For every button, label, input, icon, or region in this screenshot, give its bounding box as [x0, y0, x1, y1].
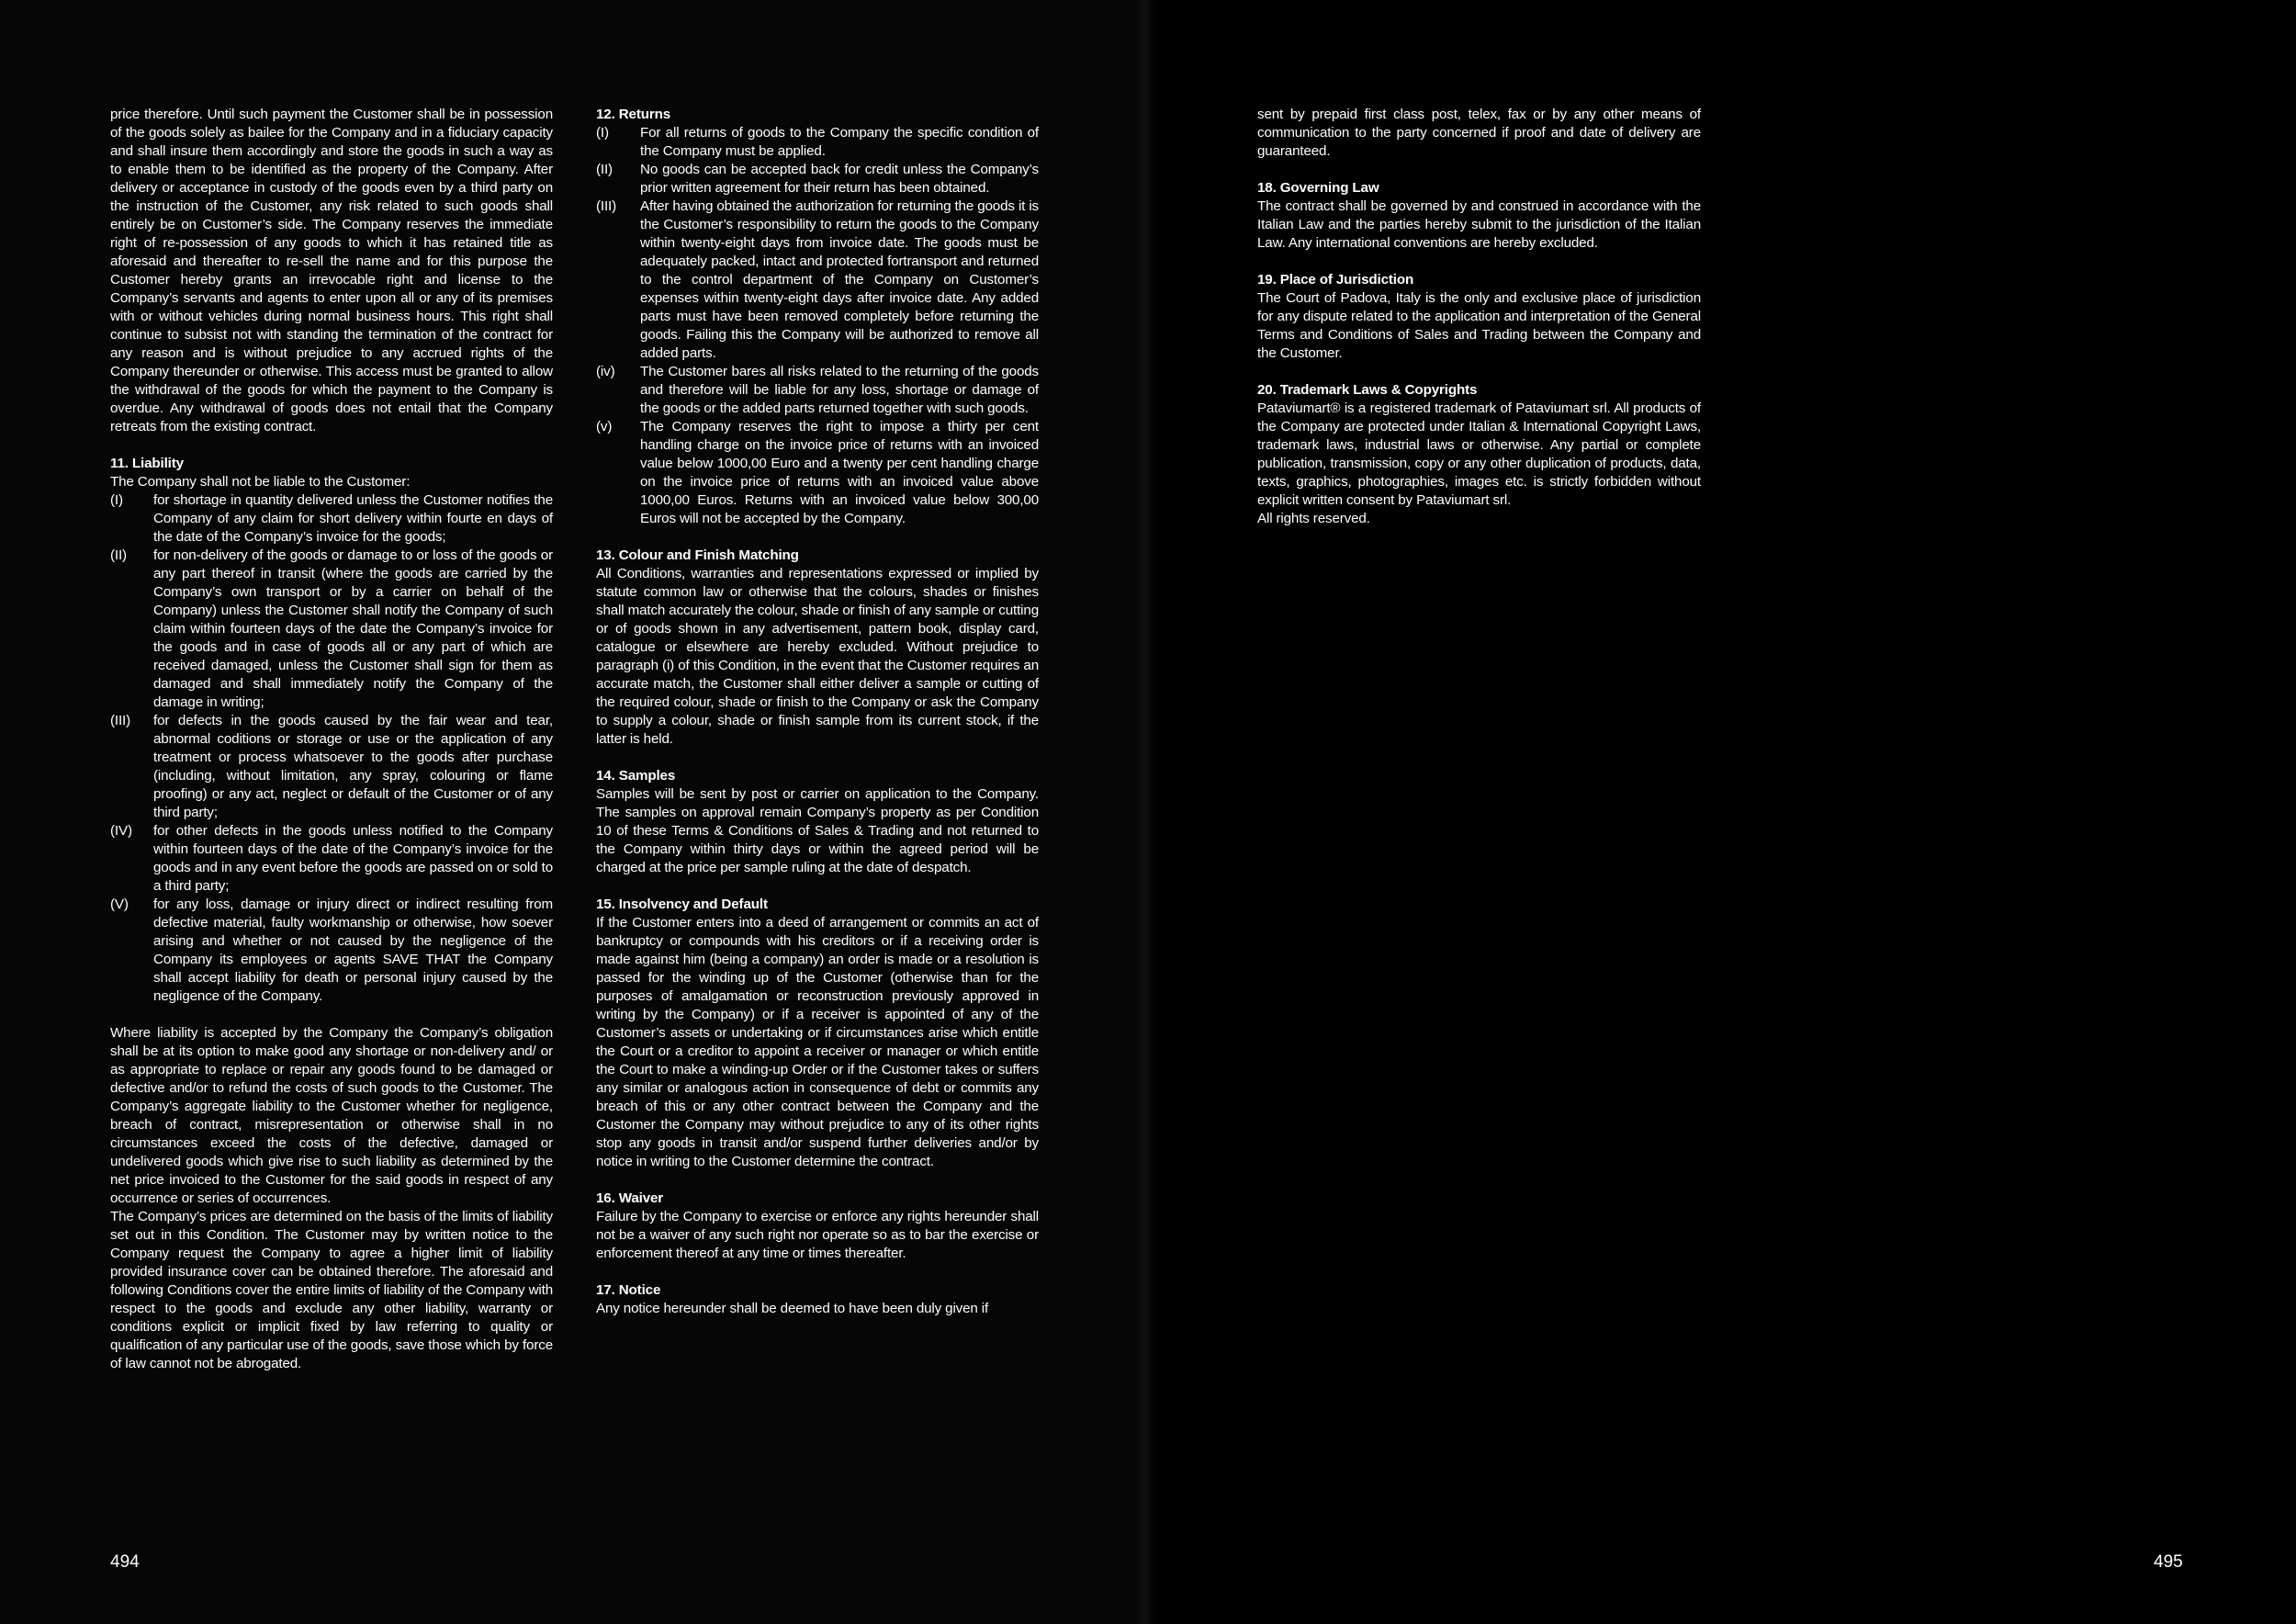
section-14-samples: [596, 767, 1039, 877]
item-number: (II): [596, 162, 613, 177]
page-number-right: 495: [2154, 1552, 2183, 1572]
section-heading: 19. Place of Jurisdiction: [1257, 272, 1414, 288]
section-12-returns: [596, 106, 1039, 528]
section-20-trademark: [1257, 381, 1701, 528]
section-lead: The Company shall not be liable to the Customer:: [110, 474, 411, 490]
item-number: (I): [596, 125, 609, 141]
item-text: The Company reserves the right to impose a thirty per cent handling charge on the invoice price of returns with an invoiced value below 1000,00 Euro and a twenty per cent handling charge on the invoice price of returns with an invoiced value above 1000,00 Euros. Returns with an invoiced value below 300,00 Euros will not be accepted by the Company.: [640, 419, 1039, 526]
item-number: (III): [596, 198, 617, 214]
section-text: All Conditions, warranties and representations expressed or implied by statute common law or otherwise that the colours, shades or finishes shall match accurately the colour, shade or finish of any sample or cutting or of goods shown in any advertisement, pattern book, display card, catalogue or elsewhere are hereby excluded. Without prejudice to paragraph (i) of this Condition, in the event that the Customer requires an accurate match, the Customer shall either deliver a sample or cutting of the required colour, shade or finish to the Company or ask the Company to supply a colour, shade or finish sample from its current stock, if the latter is held.: [596, 566, 1039, 747]
list-item: [110, 896, 553, 1006]
section-heading: 14. Samples: [596, 768, 676, 784]
rights-reserved: All rights reserved.: [1257, 511, 1370, 526]
paragraph-continued: sent by prepaid first class post, telex, fax or by any other means of communication to the party concerned if proof and date of delivery are guaranteed.: [1257, 107, 1701, 159]
section-11-liability: [110, 455, 553, 1373]
section-heading: 17. Notice: [596, 1282, 661, 1298]
item-text: for non-delivery of the goods or damage to or loss of the goods or any part thereof in transit (where the goods are carried by the Company’s own transport or by a carrier on behalf of the Company) unless the Customer shall notify the Company of such claim within fourteen days of the date the Company’s invoice for the goods and in case of goods all or any part of which are received damaged, unless the Customer shall sign for them as damaged and shall immediately notify the Company of the damage in writing;: [153, 547, 553, 710]
column-left: [110, 106, 553, 1373]
list-item: [596, 161, 1039, 197]
prices-paragraph: The Company’s prices are determined on the basis of the limits of liability set out in this Condition. The Customer may by written notice to the Company request the Company to agree a higher limit of liability provided insurance cover can be obtained therefore. The aforesaid and following Conditions cover the entire limits of liability of the Company with respect to the goods and exclude any other liability, warranty or conditions explicit or implicit fixed by law referring to quality or qualification of any particular use of the goods, save those which by force of law cannot not be abrogated.: [110, 1209, 553, 1371]
item-number: (I): [110, 492, 123, 508]
section-17-notice: [596, 1281, 1039, 1318]
list-item: [110, 547, 553, 712]
paragraph-continued: price therefore. Until such payment the Customer shall be in possession of the goods solely as bailee for the Company and in a fiduciary capacity and shall insure them accordingly and store the goods in such a way as to enable them to be identified as the property of the Company. After delivery or acceptance in custody of the goods even by a third party on the instruction of the Customer, any risk related to such goods shall entirely be on Customer’s side. The Company reserves the immediate right of re-possession of any goods to which it has retained title as aforesaid and thereafter to re-sell the name and for this purpose the Customer hereby grants an irrevocable right and license to the Company’s servants and agents to enter upon all or any of its premises with or without vehicles during normal business hours. This right shall continue to subsist not with standing the termination of the contract for any reason and is without prejudice to any accrued rights of the Company thereunder or otherwise. This access must be granted to allow the withdrawal of the goods for which the payment to the Company is overdue. Any withdrawal of goods does not entail that the Company retreats from the existing contract.: [110, 107, 553, 434]
column-right: [1257, 106, 1701, 528]
page-gutter: [1135, 0, 1161, 1624]
section-heading: 20. Trademark Laws & Copyrights: [1257, 382, 1478, 398]
item-number: (II): [110, 547, 127, 563]
list-item: [596, 124, 1039, 161]
item-number: (IV): [110, 823, 132, 839]
item-text: for shortage in quantity delivered unless the Customer notifies the Company of any claim for short delivery within fourte en days of the date of the Company’s invoice for the goods;: [153, 492, 553, 545]
section-text: Pataviumart® is a registered trademark of Pataviumart srl. All products of the Company are protected under Italian & International Copyright Laws, trademark laws, industrial laws or otherwise. Any partial or complete publication, transmission, copy or any other duplication of products, data, texts, graphics, photographies, images etc. is strictly forbidden without explicit written consent by Pataviumart srl.: [1257, 400, 1701, 508]
section-heading: 12. Returns: [596, 107, 671, 122]
section-heading: 18. Governing Law: [1257, 180, 1379, 196]
section-text: Any notice hereunder shall be deemed to have been duly given if: [596, 1301, 989, 1316]
section-13-colour: [596, 547, 1039, 749]
page-number-left: 494: [110, 1552, 140, 1572]
section-text: The contract shall be governed by and construed in accordance with the Italian Law and the parties hereby submit to the jurisdiction of the Italian Law. Any international conventions are hereby excluded.: [1257, 198, 1701, 251]
liability-paragraph: Where liability is accepted by the Company the Company’s obligation shall be at its option to make good any shortage or non-delivery and/ or as appropriate to replace or repair any goods found to be damaged or defective and/or to refund the costs of such goods to the Customer. The Company’s aggregate liability to the Customer whether for negligence, breach of contract, misrepresentation or otherwise shall in no circumstances exceed the costs of the defective, damaged or undelivered goods which give rise to such liability as determined by the net price invoiced to the Customer for the said goods in respect of any occurrence or series of occurrences.: [110, 1025, 553, 1206]
list-item: [596, 197, 1039, 363]
list-item: [110, 712, 553, 822]
list-item: [596, 363, 1039, 418]
section-text: If the Customer enters into a deed of arrangement or commits an act of bankruptcy or compounds with his creditors or if a receiving order is made against him (being a company) an order is made or a resolution is passed for the winding up of the Customer (otherwise than for the purposes of amalgamation or reconstruction previously approved in writing by the Company) or if a receiver is appointed of any of the Customer’s assets or undertaking or if circumstances arise which entitle the Court or a creditor to appoint a receiver or manager or which entitle the Court to make a winding-up Order or if the Customer takes or suffers any similar or analogous action in consequence of debt or commits any breach of this or any other contract between the Company and the Customer the Company may without prejudice to any of its other rights stop any goods in transit and/or suspend further deliveries and/or by notice in writing to the Customer determine the contract.: [596, 915, 1039, 1169]
item-text: for other defects in the goods unless notified to the Company within fourteen days of the date of the Company’s invoice for the goods and in any event before the goods are passed on or sold to a third party;: [153, 823, 553, 894]
section-heading: 16. Waiver: [596, 1190, 664, 1206]
item-text: The Customer bares all risks related to the returning of the goods and therefore will be liable for any loss, shortage or damage of the goods or the added parts returned together with such goods.: [640, 364, 1039, 416]
section-15-insolvency: [596, 896, 1039, 1171]
item-text: For all returns of goods to the Company the specific condition of the Company must be applied.: [640, 125, 1039, 159]
item-number: (iv): [596, 364, 615, 379]
section-text: Samples will be sent by post or carrier on application to the Company. The samples on approval remain Company’s property as per Condition 10 of these Terms & Conditions of Sales & Trading and not returned to the Company within thirty days or within the agreed period will be charged at the price per sample ruling at the date of despatch.: [596, 786, 1039, 875]
item-number: (III): [110, 713, 131, 728]
item-text: After having obtained the authorization for returning the goods it is the Customer’s responsibility to return the goods to the Company within twenty-eight days from invoice date. The goods must be adequately packed, intact and protected fortransport and returned to the control department of the Company on Customer’s expenses within twenty-eight days after invoice date. Any added parts must have been removed completely before returning the goods. Failing this the Company will be authorized to remove all added parts.: [640, 198, 1039, 361]
liability-list: [110, 491, 553, 1006]
section-text: Failure by the Company to exercise or enforce any rights hereunder shall not be a waiver of any such right nor operate so as to bar the exercise or enforcement thereof at any time or times thereafter.: [596, 1209, 1039, 1261]
section-16-waiver: [596, 1190, 1039, 1263]
list-item: [110, 822, 553, 896]
section-18-governing-law: [1257, 179, 1701, 253]
item-text: for any loss, damage or injury direct or indirect resulting from defective material, faulty workmanship or otherwise, how soever arising and whether or not caused by the negligence of the Company its employees or agents SAVE THAT the Company shall accept liability for death or personal injury caused by the negligence of the Company.: [153, 897, 553, 1004]
returns-list: [596, 124, 1039, 528]
item-text: No goods can be accepted back for credit unless the Company’s prior written agreement for their return has been obtained.: [640, 162, 1039, 196]
column-middle: [596, 106, 1039, 1318]
list-item: [110, 491, 553, 547]
section-heading: 13. Colour and Finish Matching: [596, 547, 799, 563]
section-heading: 15. Insolvency and Default: [596, 897, 768, 912]
section-heading: 11. Liability: [110, 456, 184, 471]
item-text: for defects in the goods caused by the fair wear and tear, abnormal coditions or storage or use or the application of any treatment or process whatsoever to the goods after purchase (including, without limitation, any spray, colouring or flame proofing) or any act, neglect or default of the Customer or of any third party;: [153, 713, 553, 820]
section-19-jurisdiction: [1257, 271, 1701, 363]
section-text: The Court of Padova, Italy is the only and exclusive place of jurisdiction for any dispute related to the application and interpretation of the General Terms and Conditions of Sales and Trading between the Company and the Customer.: [1257, 290, 1701, 361]
item-number: (v): [596, 419, 613, 434]
list-item: [596, 418, 1039, 528]
item-number: (V): [110, 897, 129, 912]
